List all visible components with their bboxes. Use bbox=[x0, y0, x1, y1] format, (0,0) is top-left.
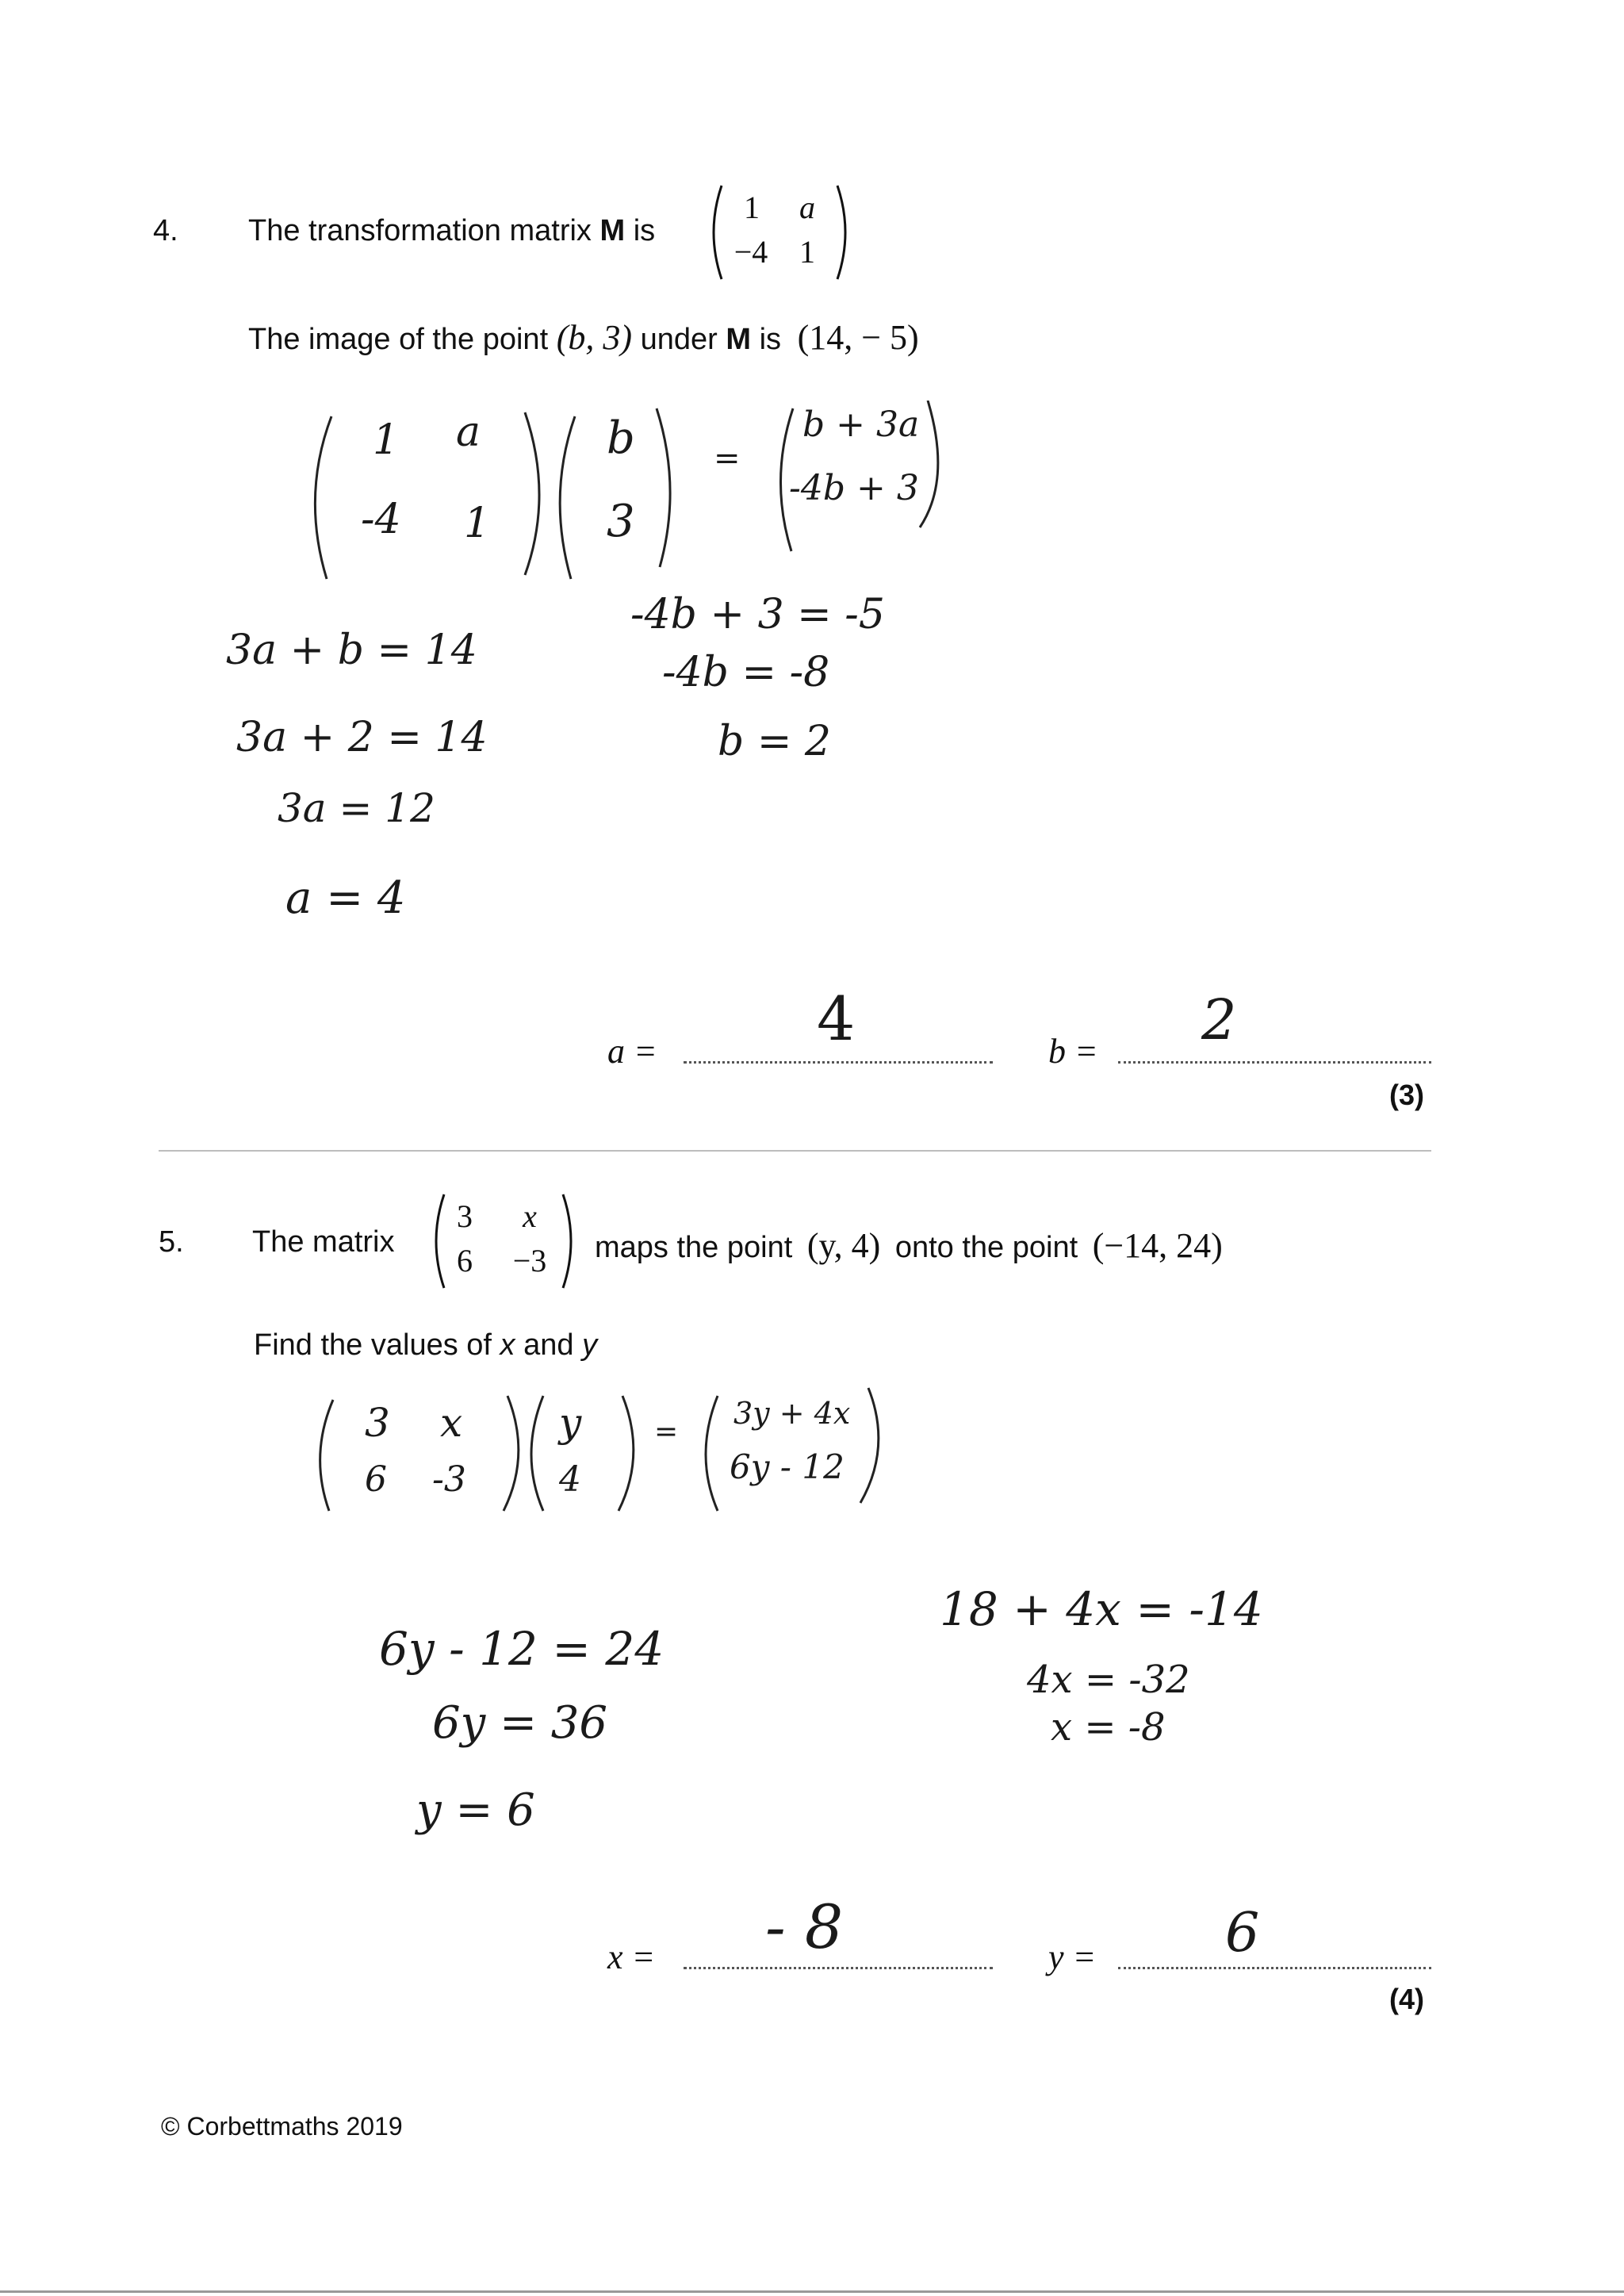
q4-work-left-1: 3a + b = 14 bbox=[226, 627, 477, 674]
q5-text-a: The matrix bbox=[252, 1225, 395, 1259]
q5-work-m21: 6 bbox=[365, 1459, 387, 1500]
q5-find-x: x bbox=[500, 1328, 515, 1362]
q5-work-m12: x bbox=[440, 1400, 463, 1446]
q4-answer-a-value: 4 bbox=[817, 983, 856, 1054]
q4-image-text-c: is bbox=[759, 323, 782, 356]
q5-statement-rest bbox=[595, 1225, 1223, 1266]
q5-matrix bbox=[427, 1190, 577, 1293]
q5-number: 5. bbox=[159, 1225, 184, 1259]
q5-work-r1: 3y + 4x bbox=[733, 1396, 851, 1431]
q4-work-right-3: b = 2 bbox=[718, 718, 831, 765]
q4-number: 4. bbox=[153, 214, 178, 247]
q5-work-right-3: x = -8 bbox=[1051, 1705, 1166, 1750]
q4-answer-b-label: b = bbox=[1048, 1032, 1098, 1071]
q4-answer-b-value: 2 bbox=[1201, 987, 1237, 1052]
q5-text-b: maps the point bbox=[595, 1231, 793, 1264]
q5-answer-x-line bbox=[684, 1967, 993, 1969]
q4-matrix-M bbox=[704, 181, 855, 284]
q5-matrix-22: −3 bbox=[512, 1243, 547, 1278]
q5-work-left-2: 6y = 36 bbox=[432, 1697, 608, 1749]
q4-work-right-2: -4b = -8 bbox=[662, 649, 830, 696]
q5-marks: (4) bbox=[1389, 1983, 1424, 2015]
q4-matrix-M-11: 1 bbox=[744, 190, 760, 225]
q5-find-and: and bbox=[523, 1328, 574, 1362]
q5-answer-y-label: y = bbox=[1048, 1938, 1097, 1976]
q5-work-right-2: 4x = -32 bbox=[1027, 1658, 1190, 1702]
q5-answer-x-value: - 8 bbox=[765, 1892, 844, 1962]
q5-point: (y, 4) bbox=[806, 1226, 881, 1265]
q5-find-statement bbox=[254, 1328, 597, 1363]
q5-answer-y-value: 6 bbox=[1225, 1902, 1260, 1964]
q4-statement bbox=[248, 214, 655, 248]
copyright-footer: © Corbettmaths 2019 bbox=[161, 2112, 403, 2141]
q5-work-r2: 6y - 12 bbox=[730, 1447, 845, 1486]
q5-image-point: (−14, 24) bbox=[1092, 1226, 1223, 1265]
q4-image-text-a: The image of the point bbox=[248, 323, 549, 356]
q4-work-left-3: 3a = 12 bbox=[278, 785, 435, 831]
q5-work-m22: -3 bbox=[432, 1459, 466, 1500]
q4-work-equals: = bbox=[714, 440, 741, 477]
q4-statement-is: is bbox=[633, 214, 656, 247]
q4-work-m12: a bbox=[456, 408, 481, 456]
q4-work-m11: 1 bbox=[373, 416, 400, 464]
q5-find-text: Find the values of bbox=[254, 1328, 492, 1362]
q5-work-left-1: 6y - 12 = 24 bbox=[379, 1622, 665, 1676]
q4-matrix-name: M bbox=[599, 214, 626, 247]
q4-answer-b-line bbox=[1118, 1061, 1431, 1064]
q5-matrix-12: x bbox=[523, 1198, 537, 1234]
q5-working-matrix bbox=[305, 1384, 892, 1535]
q5-matrix-11: 3 bbox=[457, 1198, 473, 1234]
q4-image-text-b: under bbox=[640, 323, 718, 356]
q4-work-r2: -4b + 3 bbox=[789, 468, 919, 508]
q4-work-left-4: a = 4 bbox=[285, 872, 406, 924]
q4-answer-a-line bbox=[684, 1061, 993, 1064]
q4-marks: (3) bbox=[1389, 1079, 1424, 1111]
q5-find-y: y bbox=[582, 1328, 598, 1362]
q5-matrix-21: 6 bbox=[457, 1243, 473, 1278]
q4-point: (b, 3) bbox=[556, 318, 633, 357]
q5-work-equals: = bbox=[654, 1416, 679, 1448]
q4-work-v2: 3 bbox=[607, 496, 635, 547]
q4-answer-a-label: a = bbox=[607, 1032, 657, 1071]
q4-work-m22: 1 bbox=[464, 500, 491, 547]
q5-answer-x-label: x = bbox=[607, 1938, 656, 1976]
q4-working-matrix bbox=[301, 401, 952, 591]
q4-work-left-2: 3a + 2 = 14 bbox=[236, 714, 488, 761]
question-divider bbox=[159, 1150, 1431, 1152]
q4-work-v1: b bbox=[607, 412, 635, 464]
page-bottom-edge bbox=[0, 2290, 1624, 2293]
q5-answer-y-line bbox=[1118, 1967, 1431, 1969]
q5-text-c: onto the point bbox=[894, 1231, 1078, 1264]
q5-work-m11: 3 bbox=[365, 1400, 390, 1446]
q4-matrix-M-21: −4 bbox=[733, 234, 768, 270]
q4-statement-text: The transformation matrix bbox=[248, 214, 592, 247]
q4-work-right-1: -4b + 3 = -5 bbox=[630, 591, 885, 638]
q5-work-v2: 4 bbox=[559, 1459, 581, 1500]
q4-work-m21: -4 bbox=[361, 496, 401, 543]
q4-image-matrix-name: M bbox=[726, 323, 751, 356]
q5-work-left-3: y = 6 bbox=[416, 1784, 535, 1836]
q5-work-v1: y bbox=[559, 1400, 582, 1446]
q4-matrix-M-22: 1 bbox=[799, 234, 815, 270]
q4-work-r1: b + 3a bbox=[802, 404, 920, 445]
q4-image-point: (14, − 5) bbox=[797, 318, 919, 357]
q4-matrix-M-12: a bbox=[799, 190, 815, 225]
q5-work-right-1: 18 + 4x = -14 bbox=[940, 1582, 1263, 1636]
q4-image-statement bbox=[248, 317, 919, 358]
